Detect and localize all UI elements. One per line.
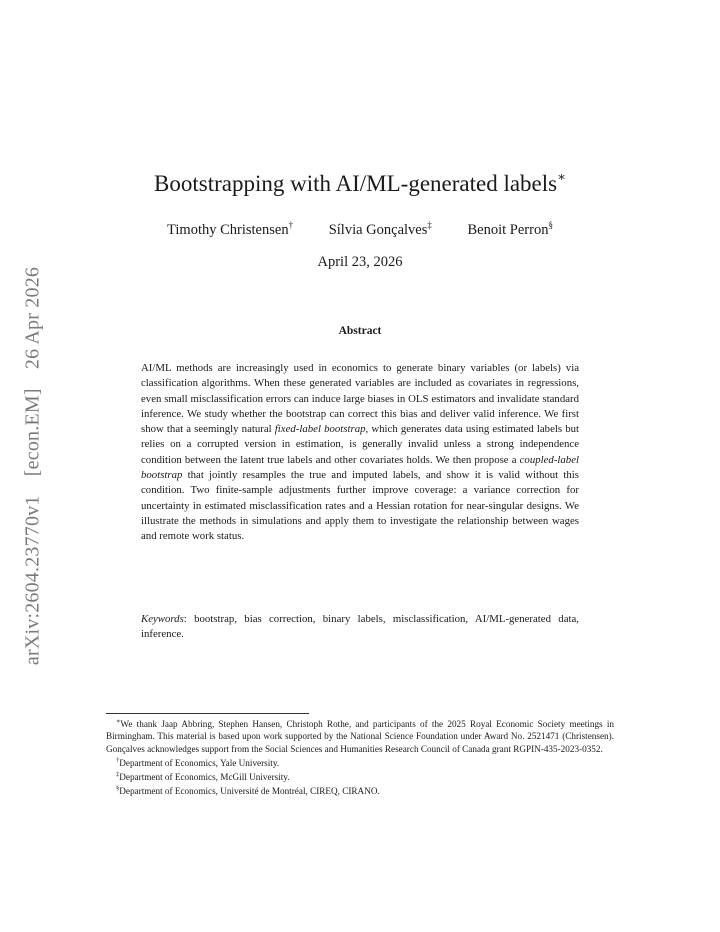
author-name: Sílvia Gonçalves [328,222,428,238]
arxiv-id: arXiv:2604.23770v1 [21,495,44,666]
author-name: Benoit Perron [467,222,549,238]
author-mark: ‡ [427,220,432,230]
keywords-label: Keywords [141,613,184,625]
author-list [0,216,720,239]
footnote-affiliation-2 [106,769,614,783]
abstract-term-fixed-label: fixed-label bootstrap [274,423,366,436]
footnote-text: Department of Economics, Université de Montréal, CIREQ, CIRANO. [119,786,380,797]
author-3 [468,216,553,239]
author-mark: † [288,220,294,230]
footnote-text: We thank Jaap Abbring, Stephen Hansen, Christoph Rothe, and participants of the 2025 Royal Economic Society meetings in Birmingham. This material is based upon work supported by the National Science Foundation under Award No. 2521471 (Christensen). Gonçalves acknowledges support from the Social Sciences and Humanities Research Council of Canada grant RGPIN-435-2023-0352. [106,719,614,754]
footnote-affiliation-1 [106,755,614,769]
footnote-mark: § [116,785,120,793]
footnote-text: Department of Economics, Yale University. [119,757,280,768]
footnotes [106,716,614,798]
abstract-text-1: AI/ML methods are increasingly used in economics to generate binary variables (or labels) via classification algorithms. When these generated variables are included as covariates in regressions, even small misclassification errors can induce large biases in OLS estimators and invalidate standard inference. We study whether the bootstrap can correct this bias and deliver valid inference. We first show that a seemingly natural [141,362,579,436]
footnote-divider [106,713,309,714]
footnote-text: Department of Economics, McGill University. [119,772,290,783]
title-footnote-mark: ∗ [557,169,566,184]
author-mark: § [548,220,553,230]
footnote-mark: ‡ [116,771,120,779]
paper-date: April 23, 2026 [317,254,403,270]
footnote-mark: ∗ [116,718,121,725]
abstract-text-2: , which generates data using estimated labels but relies on a corrupted version in estimation, is generally invalid unless a strong independence condition between the latent true labels and other covariates holds. We then propose a [141,423,579,466]
author-1 [167,216,293,239]
arxiv-date: 26 Apr 2026 [21,266,44,370]
footnote-mark: † [116,756,120,764]
arxiv-category: [econ.EM] [21,388,44,477]
abstract-body [141,361,579,545]
keywords-text: : bootstrap, bias correction, binary labels, misclassification, AI/ML-generated data, inference. [141,613,579,641]
keywords [141,612,579,643]
paper-title-text: Bootstrapping with AI/ML-generated labels [154,171,558,196]
abstract-term-coupled-label: coupled-label bootstrap [141,453,579,482]
abstract-heading: Abstract [338,325,382,337]
paper-title [0,163,720,198]
footnote-acknowledgements [106,716,614,755]
author-2 [329,216,432,239]
abstract-text-3: that jointly resamples the true and imputed labels, and show it is valid without this condition. Two finite-sample adjustments further improve coverage: a variance correction for uncertainty in estimated misclassification rates and a Hessian rotation for near-singular designs. We illustrate the methods in simulations and apply them to investigate the relationship between wages and remote work status. [141,469,579,543]
author-name: Timothy Christensen [167,222,289,238]
footnote-affiliation-3 [106,783,614,797]
